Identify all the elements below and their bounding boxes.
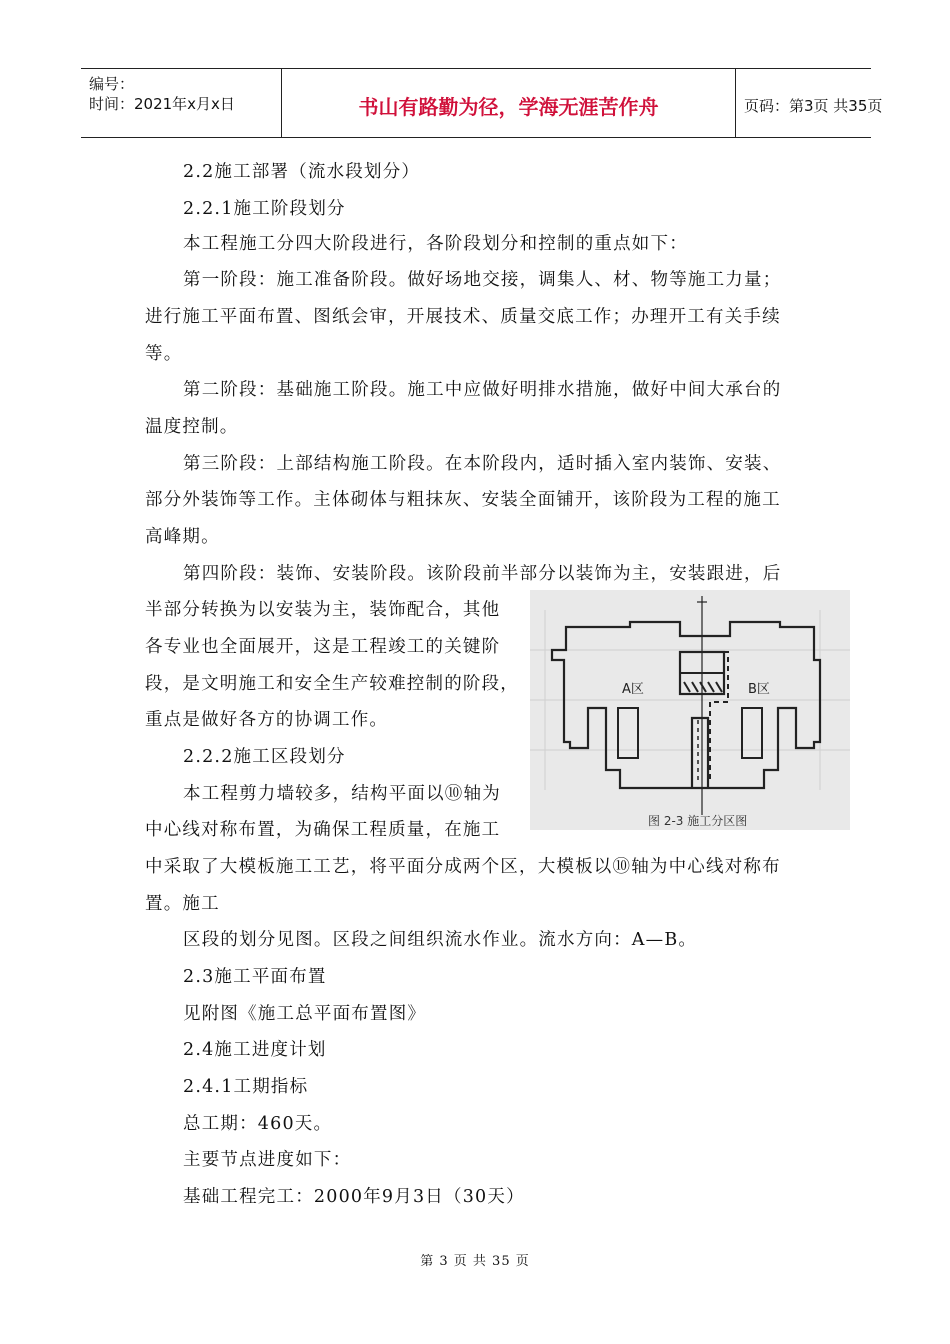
paragraph-line: 部分外装饰等工作。主体砌体与粗抹灰、安装全面铺开，该阶段为工程的施工 xyxy=(145,490,781,510)
paragraph-line: 本工程剪力墙较多，结构平面以⑩轴为 xyxy=(183,784,501,804)
figure-caption: 图 2-3 施工分区图 xyxy=(648,814,748,828)
paragraph-line: 温度控制。 xyxy=(145,417,239,437)
paragraph-line: 第二阶段：基础施工阶段。施工中应做好明排水措施，做好中间大承台的 xyxy=(183,380,782,400)
paragraph-line: 第四阶段：装饰、安装阶段。该阶段前半部分以装饰为主，安装跟进，后 xyxy=(183,564,782,584)
page-footer: 第 3 页 共 35 页 xyxy=(420,1254,530,1269)
heading-2-2-2: 2.2.2施工区段划分 xyxy=(183,747,346,767)
heading-2-4-1: 2.4.1工期指标 xyxy=(183,1077,309,1097)
number-label: 编号： xyxy=(89,75,135,93)
date-label: 时间：2021年x月x日 xyxy=(89,95,235,113)
heading-2-3: 2.3施工平面布置 xyxy=(183,967,327,987)
header-right-cell xyxy=(734,69,883,137)
paragraph-line: 等。 xyxy=(145,344,183,364)
paragraph-line: 进行施工平面布置、图纸会审，开展技术、质量交底工作；办理开工有关手续 xyxy=(145,307,781,327)
zone-b-label: B区 xyxy=(748,682,770,697)
heading-2-2-1: 2.2.1施工阶段划分 xyxy=(183,199,346,219)
paragraph-line: 主要节点进度如下： xyxy=(183,1150,352,1170)
paragraph-line: 区段的划分见图。区段之间组织流水作业。流水方向：A—B。 xyxy=(183,930,698,950)
paragraph-line: 半部分转换为以安装为主，装饰配合，其他 xyxy=(145,600,501,620)
paragraph-line: 置。施工 xyxy=(145,894,220,914)
header-motto-cell xyxy=(281,69,736,137)
paragraph-line: 基础工程完工：2000年9月3日（30天） xyxy=(183,1187,525,1207)
page-label: 页码：第3页 共35页 xyxy=(744,97,883,115)
heading-2-2: 2.2施工部署（流水段划分） xyxy=(183,162,421,182)
header-left-cell xyxy=(81,69,281,137)
paragraph-line: 段，是文明施工和安全生产较难控制的阶段， xyxy=(145,674,519,694)
paragraph-line: 高峰期。 xyxy=(145,527,220,547)
paragraph-line: 第三阶段：上部结构施工阶段。在本阶段内，适时插入室内装饰、安装、 xyxy=(183,454,782,474)
motto: 书山有路勤为径，学海无涯苦作舟 xyxy=(358,95,659,119)
document-header xyxy=(81,68,883,138)
paragraph-line: 见附图《施工总平面布置图》 xyxy=(183,1004,427,1024)
paragraph-line: 中采取了大模板施工工艺，将平面分成两个区，大模板以⑩轴为中心线对称布 xyxy=(145,857,781,877)
heading-2-4: 2.4施工进度计划 xyxy=(183,1040,327,1060)
paragraph-line: 中心线对称布置，为确保工程质量，在施工 xyxy=(145,820,501,840)
paragraph-line: 总工期：460天。 xyxy=(183,1114,333,1134)
paragraph-line: 重点是做好各方的协调工作。 xyxy=(145,710,389,730)
paragraph-line: 本工程施工分四大阶段进行，各阶段划分和控制的重点如下： xyxy=(183,234,688,254)
zoning-plan-drawing xyxy=(530,590,850,830)
zone-a-label: A区 xyxy=(622,682,644,697)
paragraph-line: 各专业也全面展开，这是工程竣工的关键阶 xyxy=(145,637,501,657)
paragraph-line: 第一阶段：施工准备阶段。做好场地交接，调集人、材、物等施工力量； xyxy=(183,270,782,290)
zoning-figure xyxy=(530,590,850,830)
